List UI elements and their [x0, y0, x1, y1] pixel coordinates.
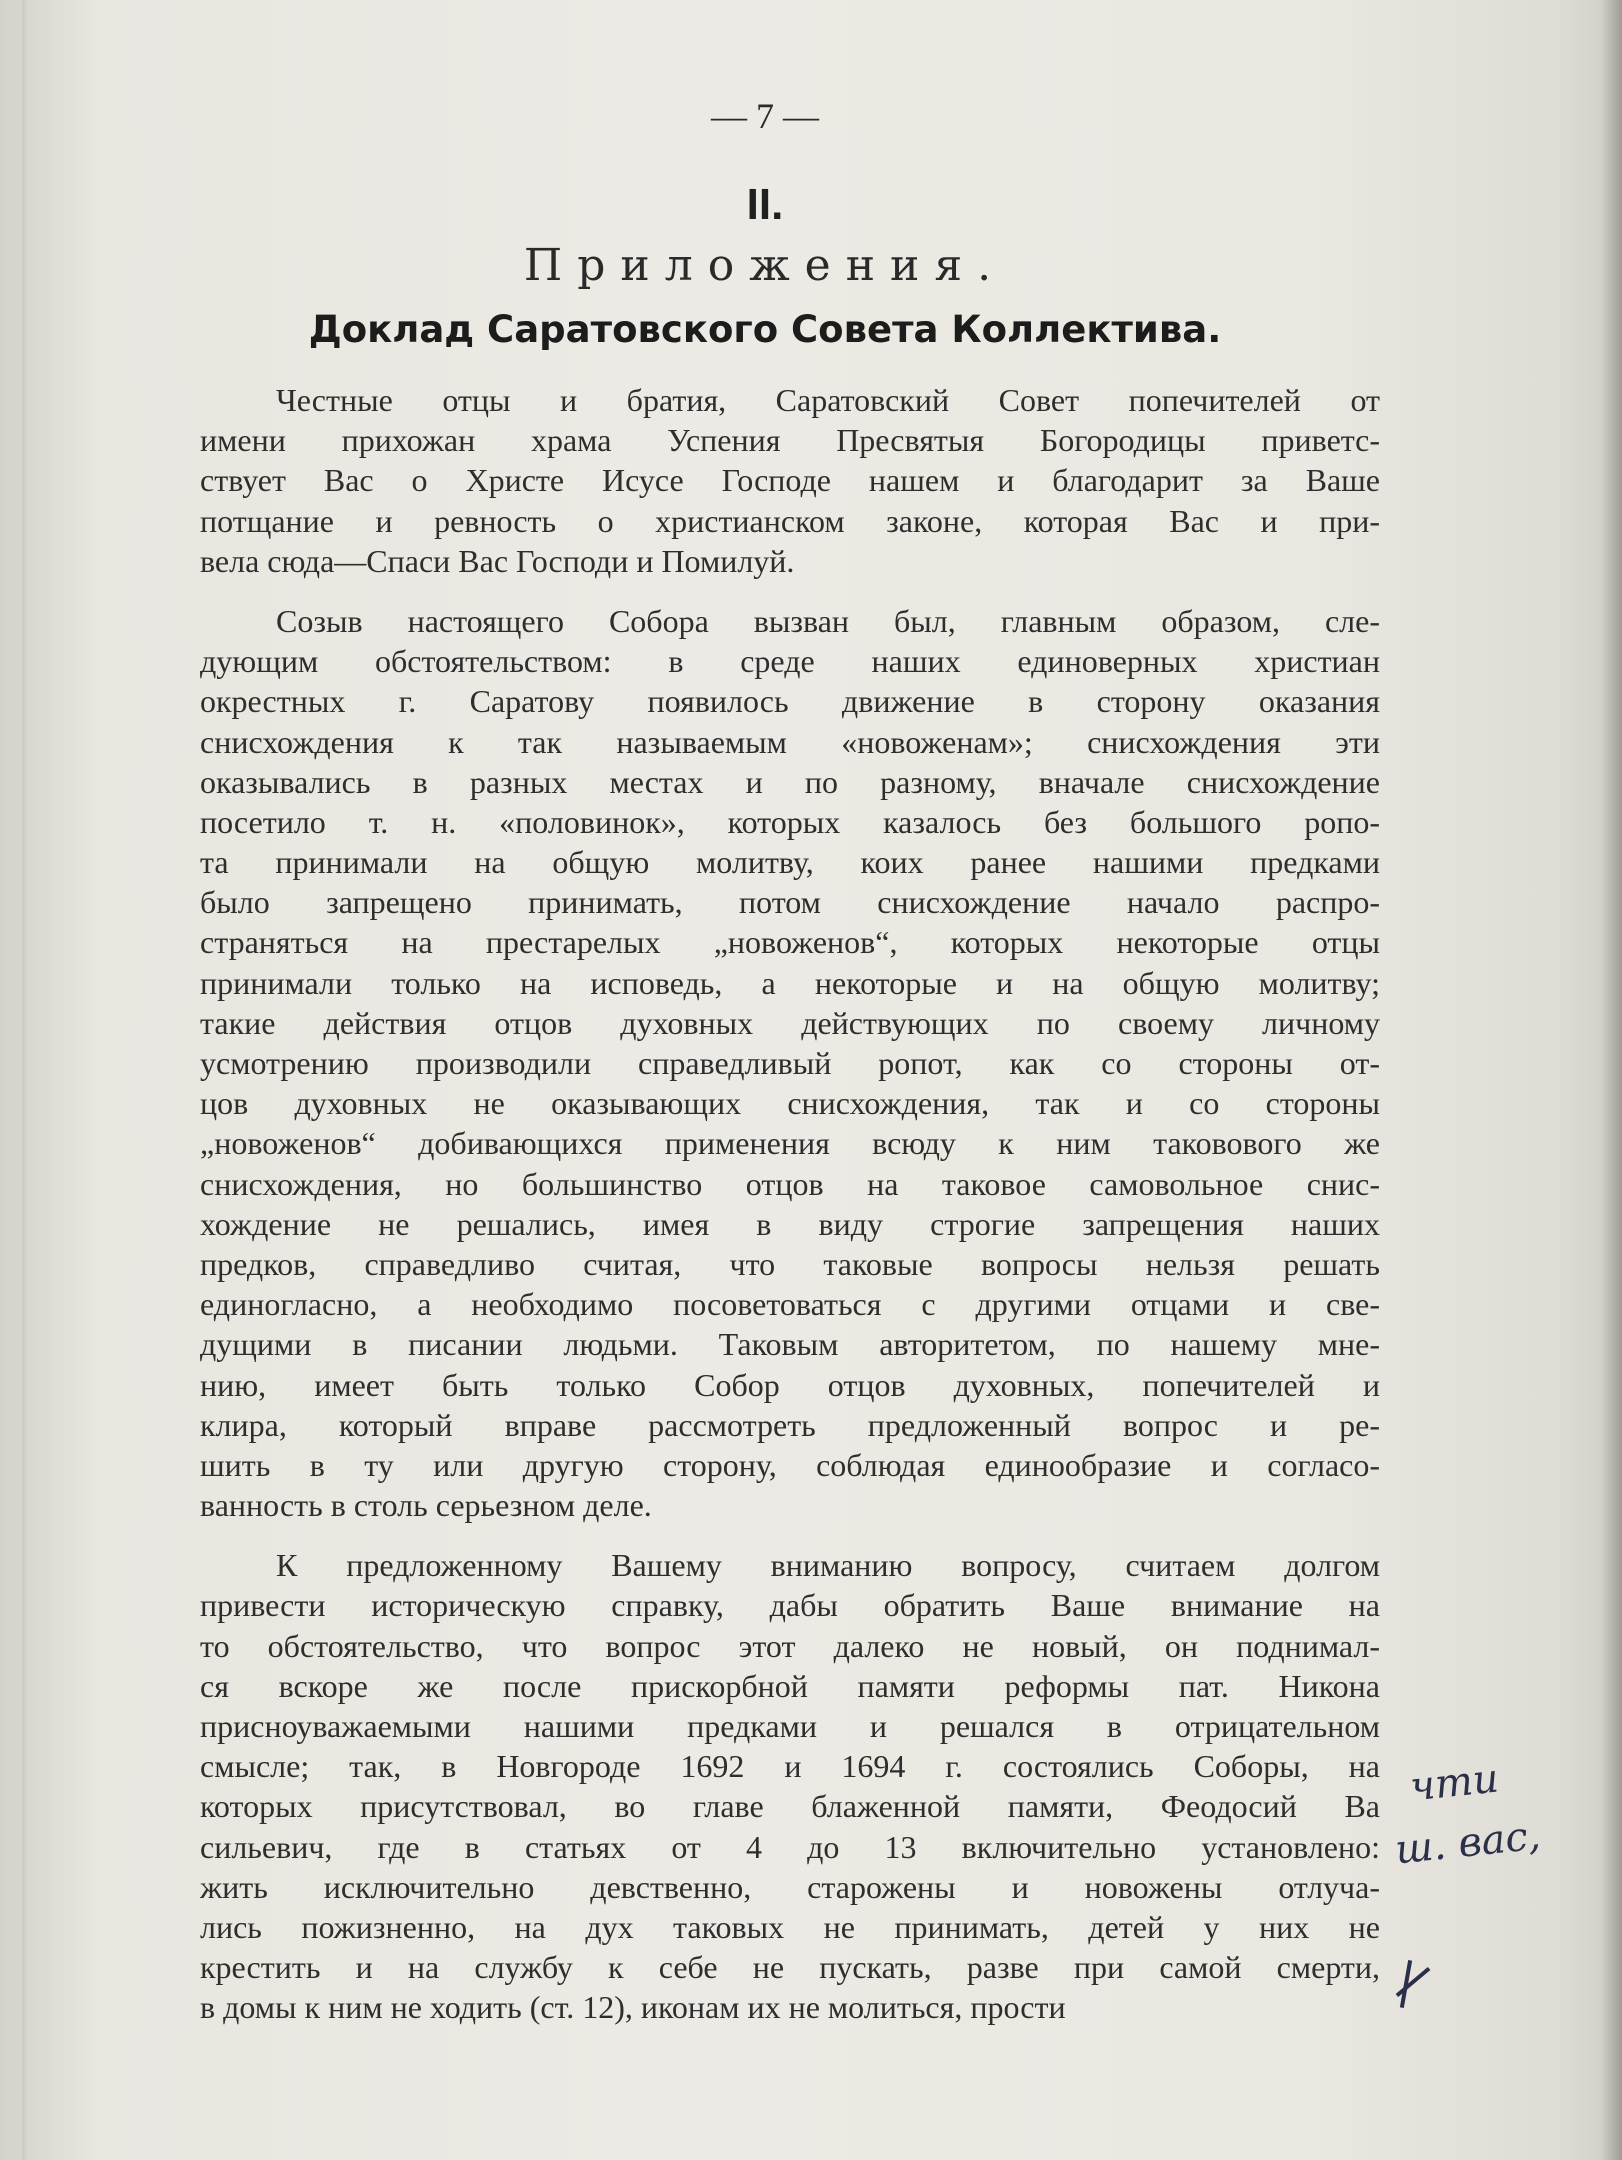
text-line: сильевич, где в статьях от 4 до 13 включительно установлено: [200, 1828, 1380, 1865]
text-line: ся вскоре же после прискорбной памяти реформы пат. Никона [200, 1667, 1380, 1704]
text-line: оказывались в разных местах и по разному, вначале снисхождение [200, 763, 1380, 800]
text-line: жить исключительно девственно, старожены и новожены отлуча- [200, 1868, 1380, 1905]
text-line: потщание и ревность о христианском законе, которая Вас и при- [200, 502, 1380, 539]
text-line: хождение не решались, имея в виду строгие запрещения наших [200, 1205, 1380, 1242]
text-line: дущими в писании людьми. Таковым авторитетом, по нашему мне- [200, 1326, 1380, 1363]
text-line: страняться на престарелых „новоженов“, которых некоторые отцы [200, 924, 1380, 961]
handwritten-mark [1396, 1967, 1431, 1997]
page-edge [1600, 0, 1622, 2160]
text-line: в домы к ним не ходить (ст. 12), иконам их не молиться, прости [200, 1989, 1066, 2026]
text-line: клира, который вправе рассмотреть предложенный вопрос и ре- [200, 1406, 1380, 1443]
body-text [200, 380, 1380, 2048]
text-line: единогласно, а необходимо посоветоваться с другими отцами и све- [200, 1286, 1380, 1323]
text-line: нию, имеет быть только Собор отцов духовных, попечителей и [200, 1366, 1380, 1403]
section-number: II. [746, 180, 784, 229]
text-line: цов духовных не оказывающих снисхождения, так и со стороны [200, 1085, 1380, 1122]
text-line: К предложенному Вашему вниманию вопросу, считаем долгом [276, 1547, 1380, 1584]
text-line: имени прихожан храма Успения Пресвятыя Богородицы приветс- [200, 422, 1380, 459]
text-line: крестить и на службу к себе не пускать, разве при самой смерти, [200, 1949, 1380, 1986]
text-line: усмотрению производили справедливый ропот, как со стороны от- [200, 1045, 1380, 1081]
text-line: дующим обстоятельством: в среде наших единоверных христиан [200, 643, 1380, 680]
text-line: которых присутствовал, во главе блаженной памяти, Феодосий Ва [200, 1788, 1380, 1825]
text-line: шить в ту или другую сторону, соблюдая единообразие и согласо- [200, 1446, 1380, 1483]
text-line: смысле; так, в Новгороде 1692 и 1694 г. состоялись Соборы, на [200, 1748, 1380, 1785]
text-line: снисхождения, но большинство отцов на таковое самовольное снис- [200, 1165, 1380, 1202]
text-line: окрестных г. Саратову появилось движение в сторону оказания [200, 683, 1380, 720]
text-line: „новоженов“ добивающихся применения всюду к ним таковового же [200, 1125, 1380, 1162]
text-line: посетило т. н. «половинок», которых казалось без большого ропо- [200, 803, 1380, 840]
text-line: снисхождения к так называемым «новоженам»; снисхождения эти [200, 723, 1380, 760]
text-line: привести историческую справку, дабы обратить Ваше внимание на [200, 1587, 1380, 1624]
paragraph [200, 601, 1380, 1525]
text-line: вела сюда—Спаси Вас Господи и Помилуй. [200, 542, 795, 579]
section-title: Приложения. [523, 240, 1007, 291]
text-line: ванность в столь серьезном деле. [200, 1487, 652, 1524]
text-line: лись пожизненно, на дух таковых не принимать, детей у них не [200, 1908, 1380, 1945]
text-line: Созыв настоящего Собора вызван был, главным образом, сле- [276, 602, 1380, 639]
paragraph [200, 1545, 1380, 2027]
handwritten-note: чти [1407, 1755, 1501, 1811]
text-line: Честные отцы и братия, Саратовский Совет попечителей от [276, 382, 1380, 418]
text-line: такие действия отцов духовных действующих по своему личному [200, 1004, 1380, 1041]
text-line: присноуважаемыми нашими предками и решался в отрицательном [200, 1708, 1380, 1744]
report-title: Доклад Саратовского Совета Коллектива. [308, 308, 1222, 351]
text-line: ствует Вас о Христе Исусе Господе нашем и благодарит за Ваше [200, 462, 1380, 499]
page-number: — 7 — [711, 96, 819, 136]
paragraph [200, 380, 1380, 581]
handwritten-note: ш. вас, [1392, 1812, 1543, 1874]
text-line: та принимали на общую молитву, коих ранее нашими предками [200, 844, 1380, 881]
text-line: предков, справедливо считая, что таковые вопросы нельзя решать [200, 1245, 1380, 1282]
text-line: было запрещено принимать, потом снисхождение начало распро- [200, 884, 1380, 921]
text-line: то обстоятельство, что вопрос этот далеко не новый, он поднимал- [200, 1627, 1380, 1664]
text-line: принимали только на исповедь, а некоторые и на общую молитву; [200, 964, 1380, 1001]
